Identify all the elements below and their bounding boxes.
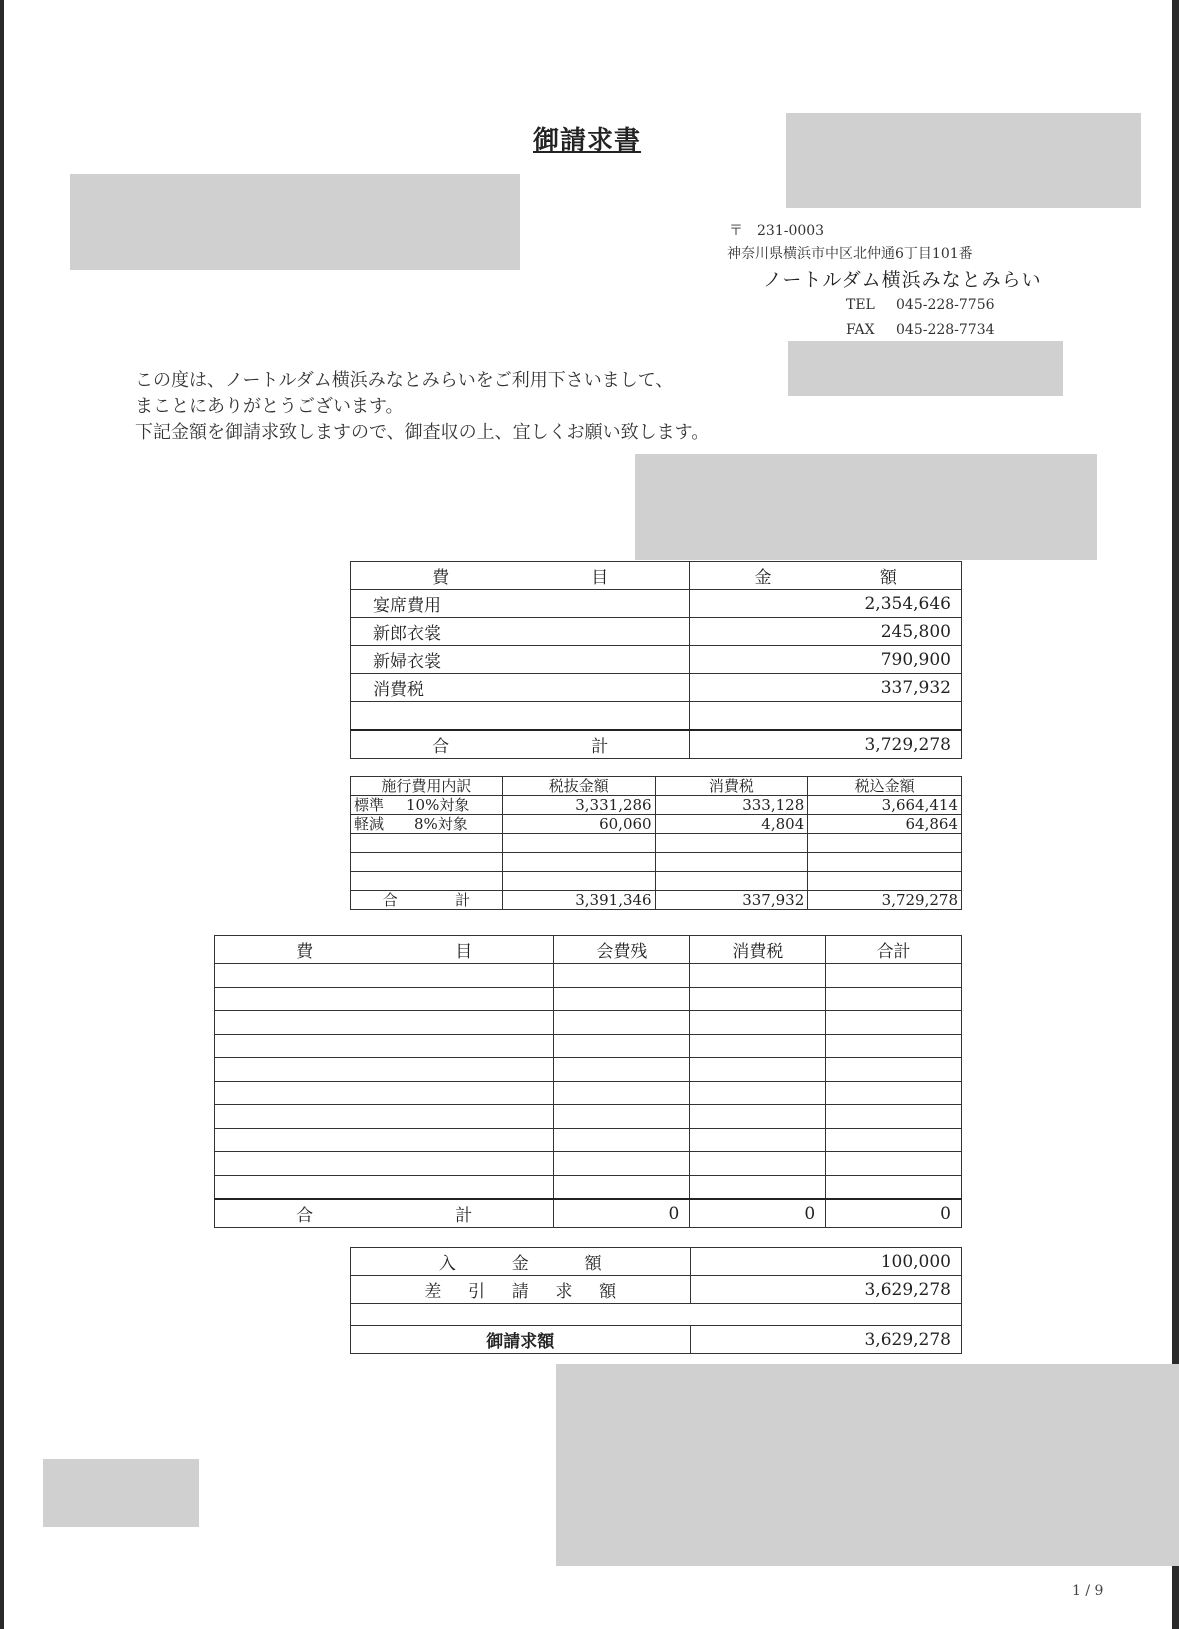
item-amount: 337,932 (690, 674, 962, 702)
total-tax: 0 (690, 1199, 826, 1228)
table-row (351, 646, 962, 674)
difference-amount: 3,629,278 (690, 1276, 961, 1304)
redaction-box (70, 174, 520, 270)
difference-row: 差 引 請 求 額 3,629,278 (351, 1276, 962, 1304)
table-row (215, 1034, 962, 1058)
table-row (215, 987, 962, 1011)
total-row: 合 計 3,391,346 337,932 3,729,278 (351, 891, 962, 910)
tax-amount: 333,128 (655, 796, 808, 815)
intro-line: まことにありがとうございます。 (135, 396, 404, 417)
intro-line: この度は、ノートルダム横浜みなとみらいをご利用下さいまして、 (135, 370, 674, 391)
company-name: ノートルダム横浜みなとみらい (763, 269, 1042, 291)
total-tax: 337,932 (655, 891, 808, 910)
table-row (215, 1081, 962, 1105)
table-header-row (351, 777, 962, 796)
item-label: 新郎衣裳 (351, 618, 690, 646)
tax-amount: 4,804 (655, 815, 808, 834)
table-row (351, 853, 962, 872)
column-header: 消費税 (655, 777, 808, 796)
column-header: 税抜金額 (502, 777, 655, 796)
table-row (351, 590, 962, 618)
final-amount: 3,629,278 (690, 1326, 961, 1354)
item-label: 宴席費用 (351, 590, 690, 618)
table-row (215, 1011, 962, 1035)
document-title: 御請求書 (533, 126, 642, 156)
rate-type: 軽減 (354, 815, 385, 833)
table-row (351, 815, 962, 834)
total-gross: 3,729,278 (808, 891, 962, 910)
table-row (215, 1058, 962, 1082)
table-row (351, 796, 962, 815)
tax-breakdown-table (350, 776, 962, 910)
item-amount: 790,900 (690, 646, 962, 674)
intro-text (135, 368, 709, 446)
table-row (351, 618, 962, 646)
column-header: 合計 (826, 936, 962, 964)
page-number: 1 / 9 (1072, 1583, 1104, 1599)
net-amount: 60,060 (502, 815, 655, 834)
item-amount (690, 702, 962, 731)
total-row: 合 計 0 0 0 (215, 1199, 962, 1228)
table-row (215, 1105, 962, 1129)
gross-amount: 3,664,414 (808, 796, 962, 815)
total-net: 3,391,346 (502, 891, 655, 910)
item-amount: 2,354,646 (690, 590, 962, 618)
column-header: 消費税 (690, 936, 826, 964)
address: 神奈川県横浜市中区北仲通6丁目101番 (727, 246, 973, 262)
column-header: 施行費用内訳 (351, 777, 503, 796)
tel-label: TEL (846, 297, 875, 313)
rate-label: 8%対象 (414, 815, 468, 833)
net-amount: 3,331,286 (502, 796, 655, 815)
item-label (351, 702, 690, 731)
final-label: 御請求額 (351, 1326, 691, 1354)
item-amount: 245,800 (690, 618, 962, 646)
payment-table (350, 1247, 962, 1354)
rate-label: 10%対象 (406, 796, 470, 814)
table-row (215, 1175, 962, 1199)
deposit-row: 入 金 額 100,000 (351, 1248, 962, 1276)
total-row: 合 計 3,729,278 (351, 730, 962, 759)
tel-number: 045-228-7756 (896, 297, 995, 313)
item-label: 新婦衣裳 (351, 646, 690, 674)
table-header-row: 費 目 金 額 (351, 562, 962, 590)
gross-amount: 64,864 (808, 815, 962, 834)
table-row (351, 872, 962, 891)
redaction-box (788, 341, 1063, 396)
column-header: 税込金額 (808, 777, 962, 796)
redaction-box (635, 454, 1097, 560)
total-amount: 3,729,278 (690, 730, 962, 759)
deposit-amount: 100,000 (690, 1248, 961, 1276)
postal-code: 〒 231-0003 (729, 223, 825, 239)
redaction-box (43, 1459, 199, 1527)
table-row (351, 674, 962, 702)
fax-number: 045-228-7734 (896, 322, 995, 338)
redaction-box (786, 113, 1141, 208)
table-header-row: 費 目 会費残 消費税 合計 (215, 936, 962, 964)
page-edge-left (0, 0, 4, 1629)
column-header: 会費残 (554, 936, 690, 964)
fax-label: FAX (846, 322, 875, 338)
final-row (351, 1326, 962, 1354)
spacer-row (351, 1304, 962, 1326)
table-row (215, 1152, 962, 1176)
summary-table (350, 561, 962, 759)
table-row (351, 702, 962, 731)
table-row (215, 1128, 962, 1152)
table-row (215, 964, 962, 988)
fee-table (214, 935, 962, 1228)
total-sum: 0 (826, 1199, 962, 1228)
intro-line: 下記金額を御請求致しますので、御査収の上、宜しくお願い致します。 (135, 422, 710, 443)
total-balance: 0 (554, 1199, 690, 1228)
redaction-box (556, 1364, 1179, 1566)
rate-type: 標準 (354, 796, 385, 814)
table-row (351, 834, 962, 853)
item-label: 消費税 (351, 674, 690, 702)
